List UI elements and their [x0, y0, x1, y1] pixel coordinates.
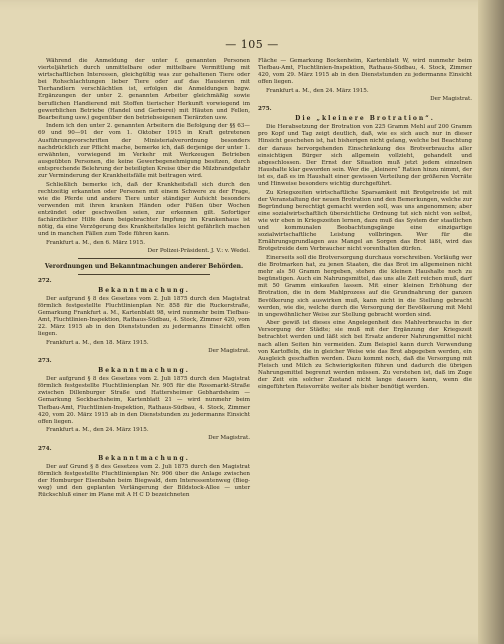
divider [78, 274, 210, 275]
notice-text: Der auf Grund § 8 des Gesetzes vom 2. Juli 1875 durch den Magistrat förmlich festgestellte Fluchtlinienplan Nr. 906 über die Anlage zwischen der Homburger Eisenbahn beim Biegwald, dem Interessentenweg (Bieg-weg) und den geplanten Verlängerung der Bildstock-Allee — unter Rückschluß einer im Plane mit A H C D bezeichneten [38, 463, 250, 499]
paragraph: Zu Kriegszeiten wirtschaftliche Sparsamkeit mit Brotgetreide ist mit der Veranstaltung der neuen Brotration und den Bemerkungen, welche zur Begründung berechtigt gemacht werden soll, was uns angenommen; aber eine sozialwirtschaftlich übersichtliche Ordnung tut sich nicht von selbst, wie wir eben in Kriegszeiten lernen, dazu muß das System der staatlichen und kommunalen Beobachtungsgänge eine einzigartige sozialwirtschaftliche Leistung vollbringen. Wer für die Ernährungsgrundlagen aus Mangel an Sorgen das Brot läßt, wird das Brotgetreide dem Verbraucher nicht vorenthalten dürfen. [258, 189, 472, 253]
right-column [258, 58, 472, 393]
section-heading: Verordnungen und Bekanntmachungen anderer Behörden. [44, 263, 244, 271]
paragraph: Indem ich den unter 2. genannten Arbeitern die Befolgung der §§ 63—69 und 90—91 der vom 1. Oktober 1915 in Kraft getretenen Ausführungsvorschriften der Ministerialverordnung besonders nachdrücklich zur Pflicht mache, bemerke ich, daß derjenige der unter 1. erwähnten, vorwiegend im Verkehr mit Werkzeugen Betrieben ausgeübten Personen, die keine Gewerbegenehmigung besitzen, durch entsprechende Belehrung der beteiligten Kreise über die Milzbrandgefahr zur Verminderung der Krankheitsfälle mit beitragen wird. [38, 123, 250, 179]
item-number: 273. [38, 357, 52, 364]
article-title: Die „kleinere Brotration“. [295, 115, 435, 123]
divider [78, 258, 210, 259]
paragraph: Die Herabsetzung der Brotration von 225 Gramm Mehl auf 200 Gramm pro Kopf und Tag zeigt deutlich, daß, wie es sich auch nur in dieser Hinsicht geschehen ist, hat bisherigen nicht gelang, welche bei Beachtung der daraus hervorgehenden Einschränkung des Brotverbrauchs aller einsichtigen Bürger sich allgemein vollzieht, gehandelt und abgeschlossen. Der Ernst der Situation muß jetzt jedem einzelnen Haushalte klar geworden sein. Wer die „kleinere“ Ration hinzu nimmt, der ist es, daß es im Haushalt einer gewissen Verteilung der größeren Vorräte und Hinweise besonders wichtig durchgeführt. [258, 124, 472, 187]
left-column [38, 58, 250, 501]
signature: Der Magistrat. [208, 435, 250, 442]
item-number: 272. [38, 277, 52, 284]
notice-title: Bekanntmachung. [98, 454, 190, 462]
item-number: 274. [38, 445, 52, 452]
notice-title: Bekanntmachung. [98, 367, 190, 375]
signature: Der Magistrat. [430, 95, 472, 102]
dateline: Frankfurt a. M., den 24. März 1915. [266, 87, 369, 94]
dateline: Frankfurt a. M., den 24. März 1915. [46, 427, 149, 434]
paragraph: Fläche — Gemarkung Bockenheim, Kartenblatt W, wird nunmehr beim Tiefbau-Amt, Fluchtlinien-Inspektion, Rathaus-Südbau, 4. Stock, Zimmer 420, vom 29. März 1915 ab in den Dienststunden zu jedermanns Einsicht offen liegen. [258, 58, 472, 86]
paragraph: Einerseits soll die Brotversorgung durchaus vorschreiben. Vorläufig wer die Brotmarken hat, zu jenen Staaten, die das Brot im allgemeinen nicht mehr als 50 Gramm hergeben, stehen die kleinen Haushalte noch zu begünstigen. Auch ein Nahrungsmittel, das uns alle Zeit reichen muß, darf mit 50 Gramm einkaufen lassen. Mit einer kleinen Erhöhung der Brotration, die in dem Mahlprozess auf die Grundnahrung der ganzen Bevölkerung sich auswirken muß, kann nicht in die Stellung gebracht werden, wie die, welche durch die Versorgung der Bevölkerung mit Mehl in ungewöhnlicher Weise zur Stellung gebracht worden sind. [258, 254, 472, 318]
item-number: 275. [258, 106, 272, 113]
paragraph: Schließlich bemerke ich, daß der Krankheitsfall sich durch den rechtzeitig erkannten oder Personen mit einem Schwere zu der Frage, wie die Pferde und andere Tiere unter ständiger Aufsicht besonders verwenden mit ihren kranken Händen oder Füßen über Wochen entzündet oder geschwollen seien, zur erkennen gilt. Sofortiger fachärztlicher Hilfe dann beigebrachter Impfung im Krankenhaus ist nötig, da eine Verzögerung des Krankheitsfalles leicht gefährlich machen und in manchen Fällen zum Tode führen kann. [38, 181, 250, 238]
page-number: — 105 — [225, 38, 279, 51]
page-edge-shadow [478, 0, 504, 644]
dateline: Frankfurt a. M., den 18. März 1915. [46, 339, 149, 346]
notice-text: Der aufgrund § 8 des Gesetzes vom 2. Juli 1875 durch den Magistrat förmlich festgestellte Fluchtlinienplan Nr. 858 für die Ruckerstraße, Gemarkung Frankfurt a. M., Kartenblatt 98, wird nunmehr beim Tiefbau-Amt, Fluchtlinien-Inspektion, Rathaus-Südbau, 4. Stock, Zimmer 420, vom 22. März 1915 ab in den Dienststunden zu jedermanns Einsicht offen liegen. [38, 295, 250, 338]
dateline: Frankfurt a. M., den 6. März 1915. [46, 239, 146, 246]
signature: Der Polizei-Präsident. J. V.: v. Wedel. [147, 247, 250, 254]
notice-title: Bekanntmachung. [98, 286, 190, 294]
paragraph: Aber gewiß ist dieses eine Angelegenheit des Mahlverbrauchs in der Versorgung der Städte; sie muß mit der Ergänzung der Kriegszeit betrachtet werden und läßt sich bei Ersatz anderer Nahrungsmittel nicht nach allen Seiten hin vermeiden. Zum Beispiel kann durch Verwendung von Kartoffeln, die in gleicher Weise wie das Brot abgegeben werden, ein Ausgleich geschaffen werden. Dazu kommt noch, daß die Versorgung mit Fleisch und Milch zu Schwierigkeiten führen und dadurch die übrigen Nahrungsmittel begrenzt werden müssen. Zu verstehen ist, daß im Zuge der Zeit ein solcher Zustand nicht lange dauern kann, wenn die eingeführten Reisvorräte weiter als bisher benötigt werden. [258, 320, 472, 391]
signature: Der Magistrat. [208, 347, 250, 354]
notice-text: Der aufgrund § 8 des Gesetzes vom 2. Juli 1875 durch den Magistrat förmlich festgestellte Fluchtlinienplan Nr. 905 für die Rossmarkt-Straße zwischen Dillenburger Straße und Hattersheimer Gebhardsheim — Gemarkung Seckbachsheim, Kartenblatt 21 — wird nunmehr beim Tiefbau-Amt, Fluchtlinien-Inspektion, Rathaus-Südbau, 4. Stock, Zimmer 420, vom 20. März 1915 ab in den Dienststunden zu jedermanns Einsicht offen liegen. [38, 376, 250, 425]
paragraph: Während die Anmeldung der unter f. genannten Personen vierteljährlich durch unmittelbare oder mittelbare Vermittlung mit wirtschaftlichen Interessen, gleichgültig was zur gehaltenen Tiere oder bei Rohschlachtungen lieber Tiere oder auf das Hausieren mit Tierhandlern verschlächtlen ist, erfolgen die Anmeldungen bzgw. Ergänzungen der unter 2. genannten Arbeiter gleichmäßig sowie beruflichen Handierend mit Stoffen tierischer Herkunft vorwiegend im gewerblichen Betriebe (Handel und Gerberei) mit Häuten und Fellen, Bearbeitung usw.) gegenüber den betriebseigenen Tierärzten usw. [38, 58, 250, 121]
